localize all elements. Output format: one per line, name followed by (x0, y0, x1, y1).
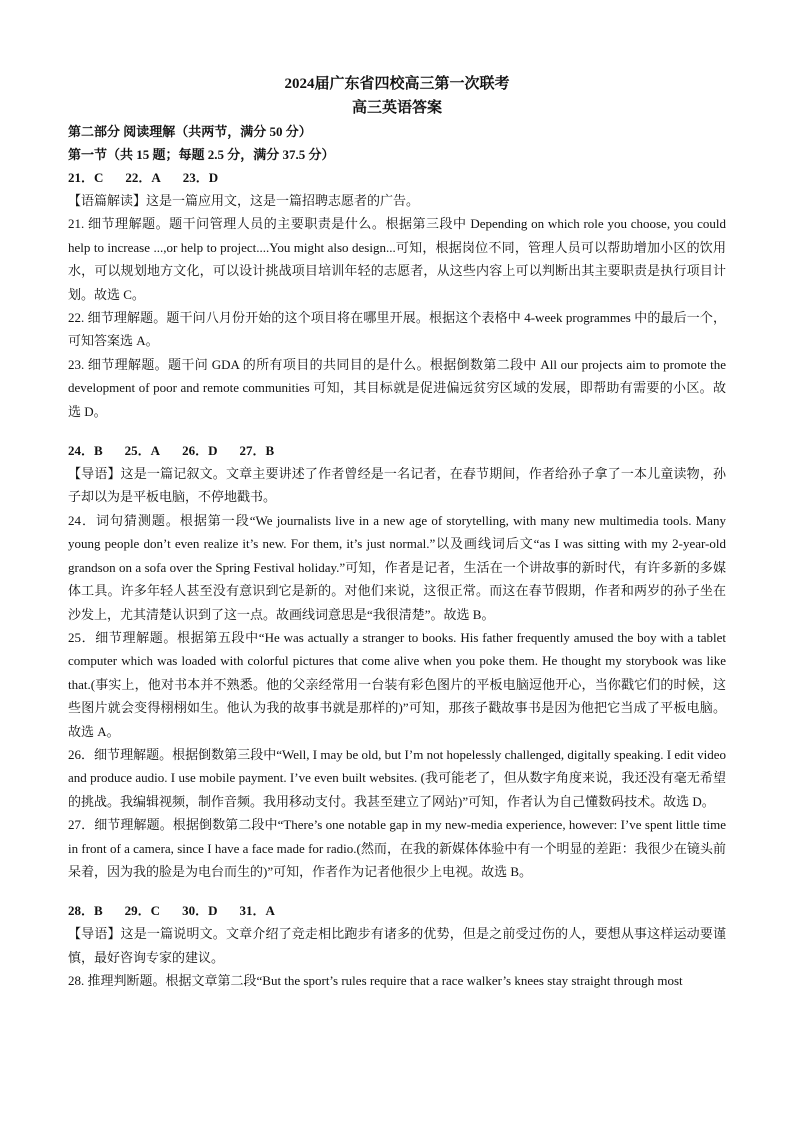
answer-item: 22．A (125, 170, 161, 185)
question-explanation: 23. 细节理解题。题干问 GDA 的所有项目的共同目的是什么。根据倒数第二段中 All our projects aim to promote the development of poor and remote communities 可知，其目标就是促进偏远贫穷区域的发展，即帮助有需要的小区。故选 D。 (68, 356, 726, 419)
page-title: 2024届广东省四校高三第一次联考 (284, 76, 510, 92)
passage-intro: 【导语】这是一篇说明文。文章介绍了竞走相比跑步有诸多的优势，但是之前受过伤的人，要想从事这样运动要谨慎，最好咨询专家的建议。 (68, 926, 726, 965)
spacer (68, 423, 726, 439)
question-explanation: 28. 推理判断题。根据文章第二段“But the sport’s rules require that a race walker’s knees stay straight through most (68, 973, 683, 989)
answer-item: 28．B (68, 903, 103, 919)
question-explanation: 22. 细节理解题。题干问八月份开始的这个项目将在哪里开展。根据这个表格中 4-week programmes 中的最后一个，可知答案选 A。 (68, 310, 726, 349)
question-explanation: 26．细节理解题。根据倒数第三段中“Well, I may be old, but I’m not hopelessly challenged, digitally speaking. I edit video and produce audio. I use mobile payment. I’ve even built websites. (我可能老了，但从数字角度来说，我还没有毫无希望的挑战。我编辑视频，制作音频。我用移动支付。我甚至建立了网站)”可知，作者认为自己懂数码技术。故选 D。 (68, 746, 726, 809)
passage-intro: 【导语】这是一篇记叙文。文章主要讲述了作者曾经是一名记者，在春节期间，作者给孙子拿了一本儿童读物，孙子却以为是平板电脑，不停地戳书。 (68, 466, 726, 505)
answer-item: 31．A (239, 903, 275, 919)
answer-item: 26．D (182, 443, 218, 459)
question-explanation: 21. 细节理解题。题干问管理人员的主要职责是什么。根据第三段中 Depending on which role you choose, you could help to increase ...,or help to project....You might also design...可知，根据岗位不同，管理人员可以帮助增加小区的饮用水，可以规划地方文化，可以设计挑战项目培训年轻的志愿者，从这些内容上可以判断出其主要职责是执行项目计划。故选 C。 (68, 216, 726, 302)
answer-group-2 (68, 439, 726, 883)
section-heading: 第一节（共 15 题；每题 2.5 分，满分 37.5 分） (68, 147, 335, 162)
passage-intro: 【语篇解读】这是一篇应用文，这是一篇招聘志愿者的广告。 (68, 193, 420, 208)
answer-item: 24．B (68, 443, 103, 459)
answer-item: 29．C (124, 903, 161, 919)
answer-group-3 (68, 899, 726, 992)
answer-key-row (68, 439, 726, 462)
answer-key-row (68, 166, 726, 189)
question-explanation: 25．细节理解题。根据第五段中“He was actually a stranger to books. His father frequently amused the boy with a tablet computer which was loaded with colorful pictures that come alive when you poke them. He thought my storybook was like that.(事实上，他对书本并不熟悉。他的父亲经常用一台装有彩色图片的平板电脑逗他开心，当你戳它们的时候，这些图片就会变得栩栩如生。他认为我的故事书就是那样的)”可知，那孩子戳故事书是因为他把它当成了平板电脑。故选 A。 (68, 629, 726, 739)
question-explanation: 27．细节理解题。根据倒数第二段中“There’s one notable gap in my new-media experience, however: I’ve spent little time in front of a camera, since I have a face made for radio.(然而，在我的新媒体体验中有一个明显的差距：我很少在镜头前呆着，因为我的脸是为电台而生的)”可知，作者作为记者他很少上电视。故选 B。 (68, 817, 726, 879)
answer-item: 25．A (124, 443, 161, 459)
answer-group-1 (68, 166, 726, 423)
part-heading: 第二部分 阅读理解（共两节，满分 50 分） (68, 124, 312, 139)
answer-item: 30．D (182, 903, 218, 919)
answer-key-row (68, 899, 726, 922)
answer-item: 23．D (182, 170, 219, 185)
question-explanation: 24．词句猜测题。根据第一段“We journalists live in a new age of storytelling, with many new multimedia tools. Many young people don’t even realize it’s new. For them, it’s just normal.”以及画线词后文“as I was sitting with my 2-year-old grandson on a sofa over the Spring Festival holiday.”可知，作者是记者，生活在一个讲故事的新时代，有许多新的多媒体工具。许多年轻人甚至没有意识到它是新的。对他们来说，这很正常。而这在春节假期，作者和两岁的孙子坐在沙发上，尤其清楚认识到了这一点。故画线词意思是“我很清楚”。故选 B。 (68, 512, 726, 622)
answer-item: 21．C (68, 170, 104, 185)
answer-item: 27．B (239, 443, 275, 459)
spacer (68, 883, 726, 899)
page-subtitle: 高三英语答案 (351, 100, 442, 116)
